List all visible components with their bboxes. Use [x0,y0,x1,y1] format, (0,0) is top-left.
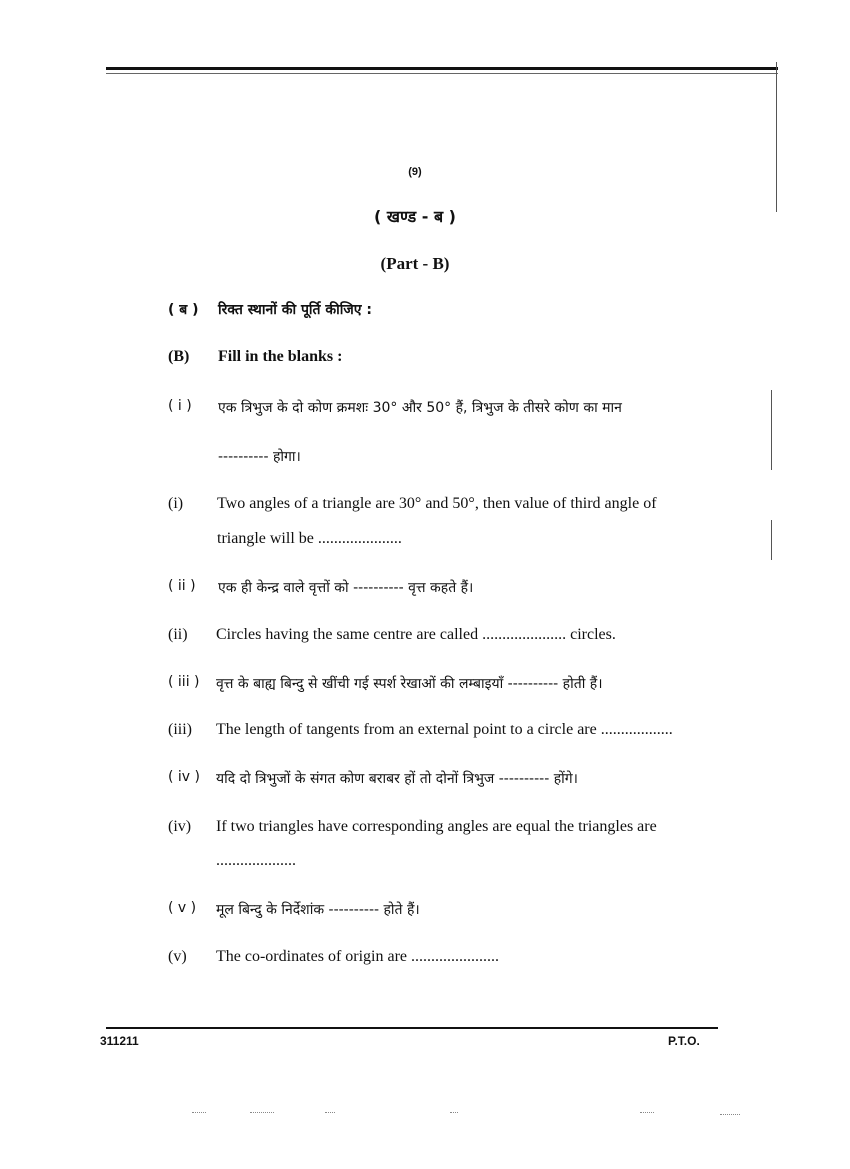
instruction-hindi-text: रिक्त स्थानों की पूर्ति कीजिए : [218,302,373,318]
question-english-text: The co-ordinates of origin are ...................... [216,948,500,965]
scan-speck [720,1114,740,1116]
question-hindi-text: एक त्रिभुज के दो कोण क्रमशः 30° और 50° हैं, त्रिभुज के तीसरे कोण का मान [218,400,622,416]
page-number: (9) [408,166,422,178]
scan-speck [640,1112,654,1114]
scan-speck [192,1112,206,1114]
question-english-number: (iii) [168,721,192,738]
question-hindi-number: ( i ) [168,398,192,414]
question-hindi-text: ---------- होगा। [218,449,301,465]
instruction-english-text: Fill in the blanks : [218,348,343,365]
top-border-rule-thin [106,73,778,74]
instruction-hindi-label: ( ब ) [168,302,199,318]
scan-edge-line [771,390,772,470]
scan-speck [450,1112,458,1114]
section-title-english: (Part - B) [380,254,450,273]
pto-label: P.T.O. [668,1034,700,1048]
question-english-number: (ii) [168,626,188,643]
question-english-text: If two triangles have corresponding angles are equal the triangles are [216,818,657,835]
question-english-number: (i) [168,495,184,512]
question-hindi-number: ( iii ) [168,674,200,690]
instruction-english-label: (B) [168,348,190,365]
scan-speck [325,1112,335,1114]
question-english-text: The length of tangents from an external point to a circle are .................. [216,721,673,738]
question-hindi-number: ( v ) [168,900,197,916]
scan-speck [250,1112,274,1114]
top-border-rule [106,67,778,70]
question-english-text: .................... [216,852,296,869]
footer-rule [106,1027,718,1029]
section-title-hindi: ( खण्ड - ब ) [374,207,456,226]
paper-code: 311211 [100,1034,139,1048]
question-hindi-number: ( ii ) [168,578,196,594]
question-hindi-text: वृत्त के बाह्य बिन्दु से खींची गई स्पर्श रेखाओं की लम्बाइयाँ ---------- होती हैं। [216,676,603,692]
scan-edge-line [771,520,772,560]
question-english-text: triangle will be ..................... [217,530,402,547]
question-english-number: (iv) [168,818,192,835]
question-english-text: Two angles of a triangle are 30° and 50°, then value of third angle of [217,495,657,512]
scan-edge-line [776,62,777,212]
question-hindi-text: यदि दो त्रिभुजों के संगत कोण बराबर हों तो दोनों त्रिभुज ---------- होंगे। [216,771,578,787]
question-english-text: Circles having the same centre are called ..................... circles. [216,626,616,643]
question-hindi-text: एक ही केन्द्र वाले वृत्तों को ---------- वृत्त कहते हैं। [218,580,474,596]
question-hindi-text: मूल बिन्दु के निर्देशांक ---------- होते हैं। [216,902,420,918]
question-english-number: (v) [168,948,187,965]
question-hindi-number: ( iv ) [168,769,200,785]
